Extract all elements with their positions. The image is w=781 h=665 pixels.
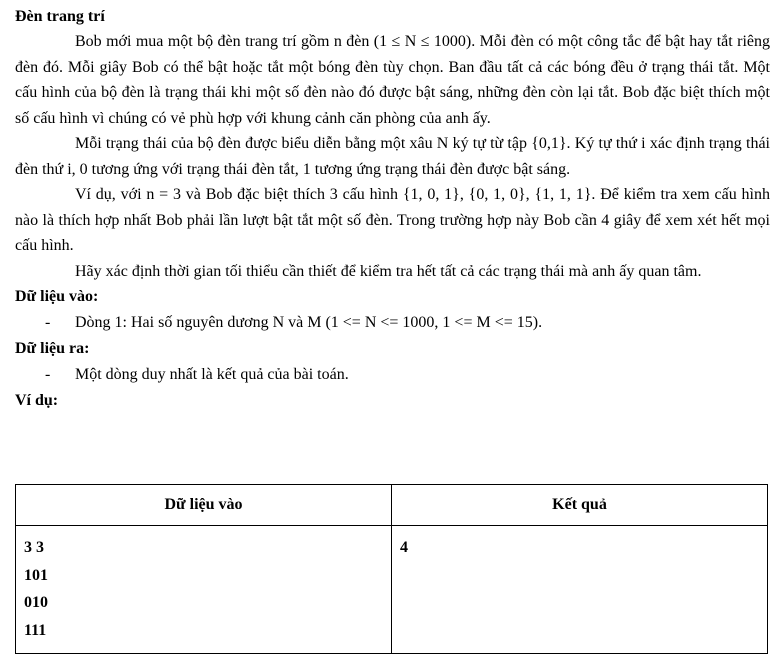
input-description-text: Dòng 1: Hai số nguyên dương N và M (1 <= N <= 1000, 1 <= M <= 15). xyxy=(75,314,543,331)
paragraph-intro: Bob mới mua một bộ đèn trang trí gồm n đèn (1 ≤ N ≤ 1000). Mỗi đèn có một công tắc để bật hay tắt riêng đèn đó. Mỗi giây Bob có thể bật hoặc tắt một bóng đèn tùy chọn. Ban đầu tất cả các bóng đều ở trạng thái tắt. Một cấu hình của bộ đèn là trạng thái khi một số đèn nào đó được bật sáng, những đèn còn lại tắt. Bob đặc biệt thích một số cấu hình vì chúng có vẻ phù hợp với khung cảnh căn phòng của anh ấy. xyxy=(15,33,770,127)
paragraph-example: Ví dụ, với n = 3 và Bob đặc biệt thích 3 cấu hình {1, 0, 1}, {0, 1, 0}, {1, 1, 1}. Để kiểm tra xem cấu hình nào là thích hợp nhất Bob phải lần lượt bật tắt một số đèn. Trong trường hợp này Bob cần 4 giây để xem xét hết mọi cấu hình. xyxy=(15,186,770,254)
output-column-header: Kết quả xyxy=(392,485,768,526)
input-line: 101 xyxy=(24,566,48,584)
input-heading: Dữ liệu vào: xyxy=(15,288,99,305)
problem-statement xyxy=(15,5,770,414)
input-description xyxy=(15,310,770,336)
output-heading: Dữ liệu ra: xyxy=(15,340,90,357)
input-column-header: Dữ liệu vào xyxy=(16,485,392,526)
table-row xyxy=(16,526,768,654)
paragraph-state: Mỗi trạng thái của bộ đèn được biểu diễn bằng một xâu N ký tự từ tập {0,1}. Ký tự thứ i xác định trạng thái đèn thứ i, 0 tương ứng với trạng thái đèn tắt, 1 tương ứng trạng thái đèn được bật sáng. xyxy=(15,135,770,178)
bullet-dash: - xyxy=(45,366,51,383)
paragraph-task: Hãy xác định thời gian tối thiểu cần thiết để kiểm tra hết tất cả các trạng thái mà anh ấy quan tâm. xyxy=(75,262,702,280)
input-line: 111 xyxy=(24,621,47,639)
bullet-dash: - xyxy=(45,314,51,331)
input-line: 010 xyxy=(24,594,48,611)
example-heading: Ví dụ: xyxy=(15,392,59,409)
input-line: 3 3 xyxy=(24,539,44,556)
problem-title: Đèn trang trí xyxy=(15,8,105,25)
input-cell xyxy=(16,526,392,654)
output-description xyxy=(15,362,770,388)
example-table xyxy=(15,484,768,654)
output-line: 4 xyxy=(400,539,408,556)
output-description-text: Một dòng duy nhất là kết quả của bài toán. xyxy=(75,366,349,383)
table-header-row xyxy=(16,485,768,526)
output-cell xyxy=(392,526,768,654)
